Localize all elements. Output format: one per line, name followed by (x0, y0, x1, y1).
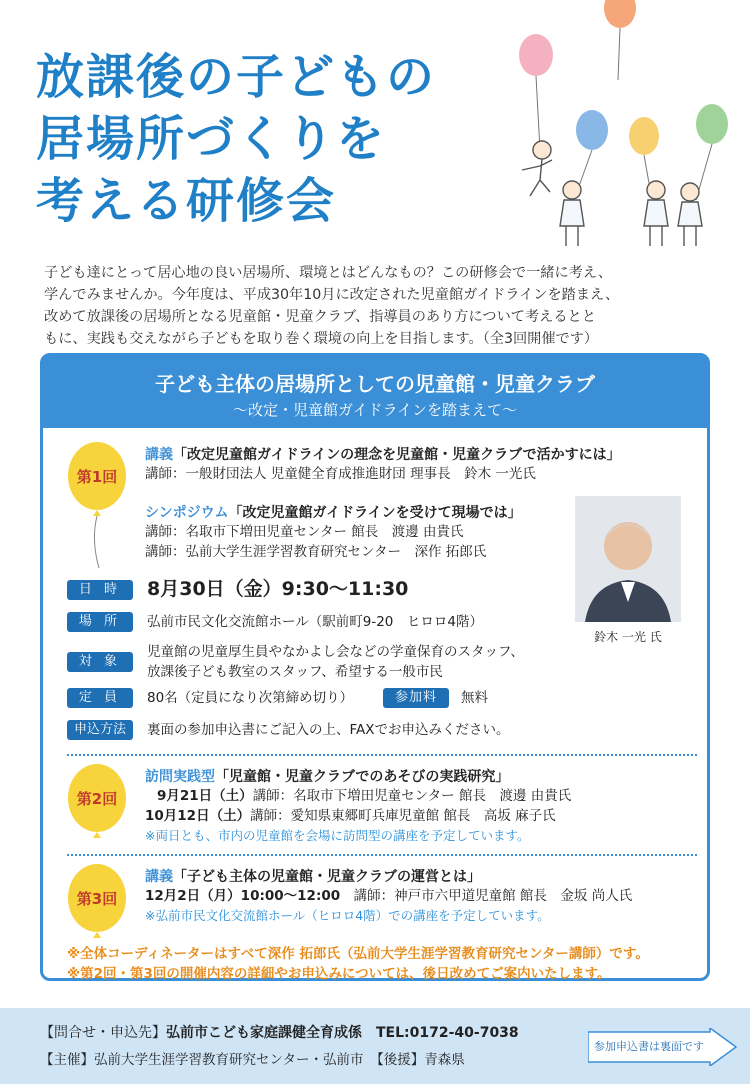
footer-host (40, 1048, 465, 1068)
support-label: 【後援】 (376, 1052, 425, 1068)
panel-header (43, 356, 707, 428)
contact-org: 弘前市こども家庭課健全育成係 (166, 1025, 362, 1041)
children-icon (522, 141, 702, 246)
note-details: ※第2回・第3回の開催内容の詳細やお申込みについては、後日改めてご案内いたします。 (67, 966, 611, 982)
session2-badge: 第2回 (76, 790, 118, 808)
session2-date-1: 9月21日（土） (157, 788, 253, 804)
balloon-icon (519, 0, 728, 200)
intro-text (44, 262, 724, 350)
lecture-title: 「改定児童館ガイドラインの理念を児童館・児童クラブで活かすには」 (173, 447, 621, 463)
target-label: 対 象 (67, 652, 133, 672)
fee-value: 無料 (461, 690, 488, 706)
session2-speaker-2: 講師：愛知県東郷町兵庫児童館 館長 高坂 麻子氏 (250, 808, 556, 824)
speaker-photo (575, 496, 681, 622)
symposium-tag: シンポジウム (145, 505, 229, 521)
intro-line-4: もに、実践も交えながら子どもを取り巻く環境の向上を目指します。（全3回開催です） (44, 331, 599, 347)
program-panel (40, 353, 710, 981)
symposium-speaker-2: 講師：弘前大学生涯学習教育研究センター 深作 拓郎氏 (145, 544, 487, 560)
photo-caption: 鈴木 一光 氏 (594, 630, 662, 644)
session1-lecture (145, 444, 621, 484)
capacity-label: 定 員 (67, 688, 133, 708)
date-value: 8月30日（金）9:30～11:30 (147, 578, 409, 600)
host-label: 【主催】 (40, 1052, 94, 1068)
support-value: 青森県 (424, 1052, 465, 1068)
lecture-tag: 講義 (145, 447, 173, 463)
balloon-children-illustration (500, 0, 750, 260)
target-value (147, 642, 524, 682)
target-value-line-2: 放課後子ども教室のスタッフ、希望する一般市民 (147, 664, 443, 680)
panel-heading: 子ども主体の居場所としての児童館・児童クラブ (155, 372, 595, 396)
note-coordinator: ※全体コーディネーターはすべて深作 拓郎氏（弘前大学生涯学習教育研究センター講師）です。 (67, 946, 649, 962)
divider-1 (67, 754, 697, 756)
session3-balloon-icon (65, 862, 129, 942)
title-line-2: 居場所づくりを (36, 111, 387, 167)
session2-block (145, 766, 571, 844)
footer (0, 1008, 750, 1084)
place-label: 場 所 (67, 612, 133, 632)
contact-label: 【問合せ・申込先】 (40, 1025, 166, 1041)
panel-subheading: ～改定・児童館ガイドラインを踏まえて～ (232, 401, 518, 419)
footer-contact (40, 1022, 519, 1042)
session3-tag: 講義 (145, 869, 173, 885)
session3-title: 「子ども主体の児童館・児童クラブの運営とは」 (173, 869, 481, 885)
apply-label: 申込方法 (67, 720, 133, 740)
session1-balloon-icon (65, 440, 129, 570)
session3-block (145, 866, 632, 924)
session2-note: ※両日とも、市内の児童館を会場に訪問型の講座を予定しています。 (145, 828, 530, 843)
contact-tel: TEL:0172-40-7038 (376, 1025, 519, 1041)
session3-date: 12月2日（月）10:00～12:00 (145, 888, 341, 904)
session1-symposium (145, 502, 522, 562)
place-value: 弘前市民文化交流館ホール（駅前町9-20 ヒロロ4階） (147, 614, 483, 630)
session3-note: ※弘前市民文化交流館ホール（ヒロロ4階）での講座を予定しています。 (145, 908, 550, 923)
session2-title: 「児童館・児童クラブでのあそびの実践研究」 (215, 769, 510, 785)
session2-balloon-icon (65, 762, 129, 842)
intro-line-1: 子ども達にとって居心地の良い居場所、環境とはどんなもの？この研修会で一緒に考え、 (44, 265, 613, 281)
session3-badge: 第3回 (76, 890, 118, 908)
target-value-line-1: 児童館の児童厚生員やなかよし会などの学童保育のスタッフ、 (147, 644, 524, 660)
date-label: 日 時 (67, 580, 133, 600)
host-value: 弘前大学生涯学習教育研究センター・弘前市 (94, 1052, 364, 1068)
divider-2 (67, 854, 697, 856)
session2-speaker-1: 講師：名取市下増田児童センター 館長 渡邊 由貴氏 (252, 788, 572, 804)
capacity-value: 80名（定員になり次第締め切り） (147, 690, 354, 706)
title-line-3: 考える研修会 (36, 173, 337, 229)
lecture-speaker: 講師：一般財団法人 児童健全育成推進財団 理事長 鈴木 一光氏 (145, 466, 536, 482)
intro-line-2: 学んでみませんか。今年度は、平成30年10月に改定された児童館ガイドラインを踏まえ、 (44, 287, 620, 303)
session2-tag: 訪問実践型 (145, 769, 215, 785)
symposium-speaker-1: 講師：名取市下増田児童センター 館長 渡邊 由貴氏 (145, 524, 464, 540)
session3-speaker: 講師：神戸市六甲道児童館 館長 金坂 尚人氏 (353, 888, 633, 904)
fee-label: 参加料 (383, 688, 449, 708)
coordinator-notes (67, 942, 649, 982)
symposium-title: 「改定児童館ガイドラインを受けて現場では」 (228, 505, 522, 521)
title-line-1: 放課後の子どもの (36, 49, 437, 105)
intro-line-3: 改めて放課後の居場所となる児童館・児童クラブ、指導員のあり方について考えるとと (44, 309, 596, 325)
page-title (36, 46, 516, 232)
session1-badge: 第1回 (76, 468, 118, 486)
session2-date-2: 10月12日（土） (145, 808, 251, 824)
back-page-notice: 参加申込書は裏面です (594, 1040, 704, 1053)
apply-value: 裏面の参加申込書にご記入の上、FAXでお申込みください。 (147, 722, 510, 738)
